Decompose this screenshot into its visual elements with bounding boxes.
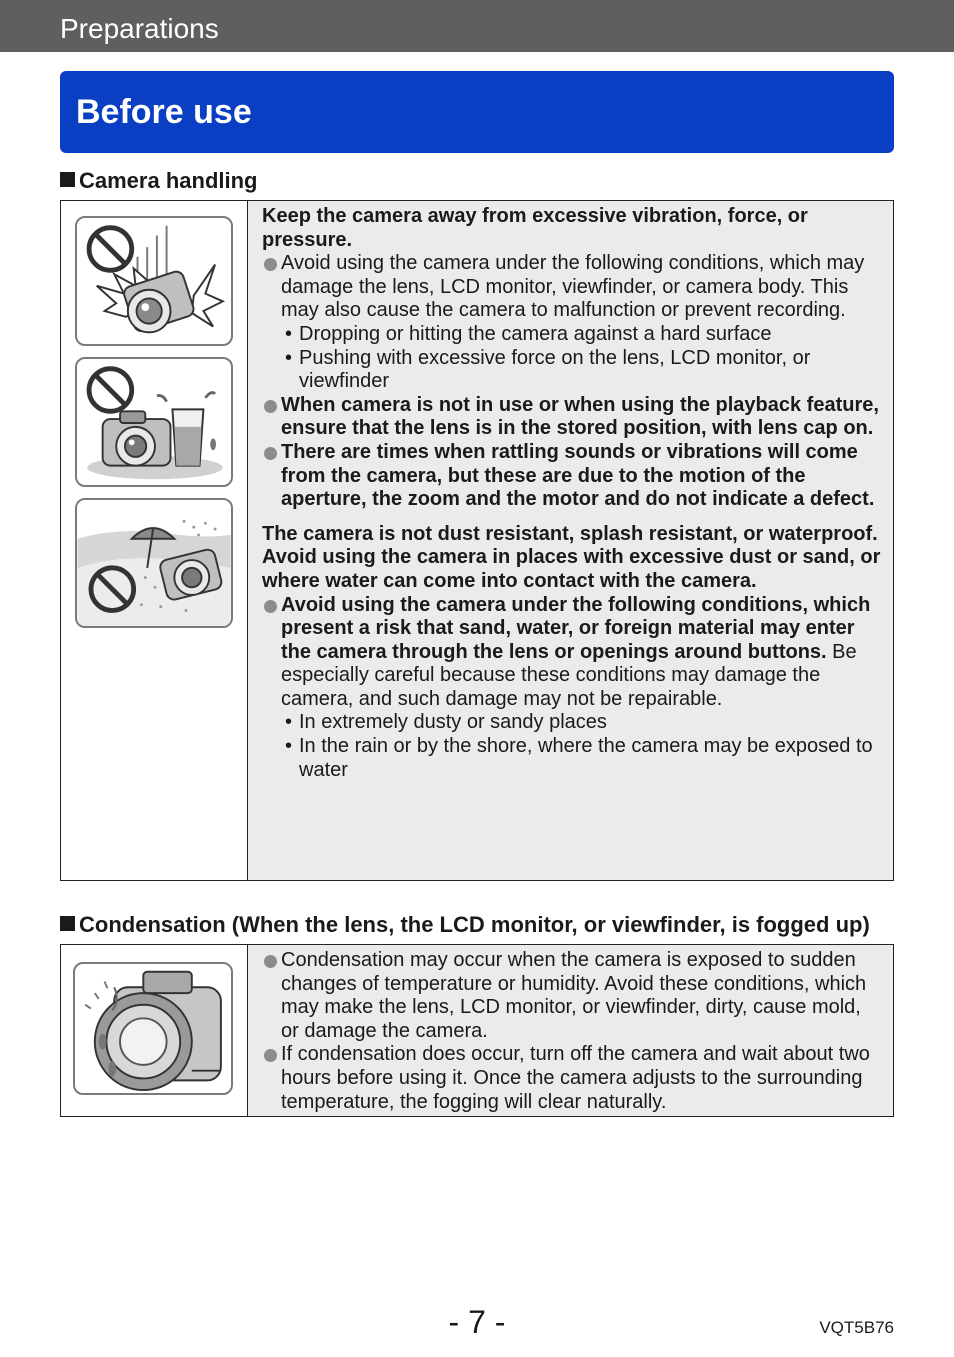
page-title: Before use	[76, 93, 252, 131]
camera-handling-illustrations	[61, 201, 248, 880]
camera-handling-heading	[60, 168, 257, 194]
condensation-box	[60, 944, 894, 1117]
section-name: Preparations	[60, 13, 219, 44]
list-item	[262, 594, 881, 712]
title-banner	[60, 71, 894, 153]
top-bar	[0, 0, 954, 52]
dust-subtitle: Avoid using the camera in places with excessive dust or sand, or where water can come into contact with the camera.	[262, 546, 881, 592]
camera-handling-heading-text: Camera handling	[79, 168, 258, 193]
page-number: - 7 -	[448, 1304, 506, 1340]
dust-title: The camera is not dust resistant, splash resistant, or waterproof.	[262, 522, 878, 545]
condensation-heading-text: Condensation (When the lens, the LCD monitor, or viewfinder, is fogged up)	[79, 912, 870, 937]
list-item: If condensation does occur, turn off the camera and wait about two hours before using it. Once the camera adjusts to the surrounding temperature, the fogging will clear naturally.	[262, 1043, 881, 1114]
vibration-title: Keep the camera away from excessive vibration, force, or pressure.	[262, 205, 808, 251]
list-item: Avoid using the camera under the following conditions, which may damage the lens, LCD monitor, viewfinder, or camera body. This may also cause the camera to malfunction or prevent recording.	[262, 252, 881, 323]
list-item: When camera is not in use or when using the playback feature, ensure that the lens is in the stored position, with lens cap on.	[262, 394, 881, 441]
prohibited-water-icon	[75, 357, 233, 487]
list-item: • Dropping or hitting the camera against a hard surface	[262, 323, 881, 347]
prohibited-sand-icon	[75, 498, 233, 628]
list-item: Condensation may occur when the camera is exposed to sudden changes of temperature or humidity. Avoid these conditions, which may make the lens, LCD monitor, or viewfinder, dirty, cause mold, or damage the camera.	[262, 949, 881, 1043]
prohibited-drop-icon	[75, 216, 233, 346]
condensation-text	[248, 945, 893, 1116]
list-item: • In the rain or by the shore, where the camera may be exposed to water	[262, 735, 881, 782]
square-bullet-icon	[60, 916, 75, 931]
list-item: There are times when rattling sounds or vibrations will come from the camera, but these are due to the motion of the aperture, the zoom and the motor and do not indicate a defect.	[262, 441, 881, 512]
list-item: • In extremely dusty or sandy places	[262, 711, 881, 735]
fogged-camera-icon	[73, 962, 233, 1095]
condensation-heading	[60, 912, 870, 938]
list-item-bold: Avoid using the camera under the following conditions, which present a risk that sand, water, or foreign material may enter the camera through the lens or openings around buttons.	[281, 593, 871, 663]
list-item: • Pushing with excessive force on the lens, LCD monitor, or viewfinder	[262, 347, 881, 394]
square-bullet-icon	[60, 172, 75, 187]
condensation-illustration-column	[61, 945, 248, 1116]
model-code: VQT5B76	[819, 1318, 894, 1337]
list-item-rest: Be especially careful because these conditions may damage the camera, and such damage may not be repairable.	[281, 640, 857, 710]
camera-handling-text	[248, 201, 893, 880]
camera-handling-box	[60, 200, 894, 881]
